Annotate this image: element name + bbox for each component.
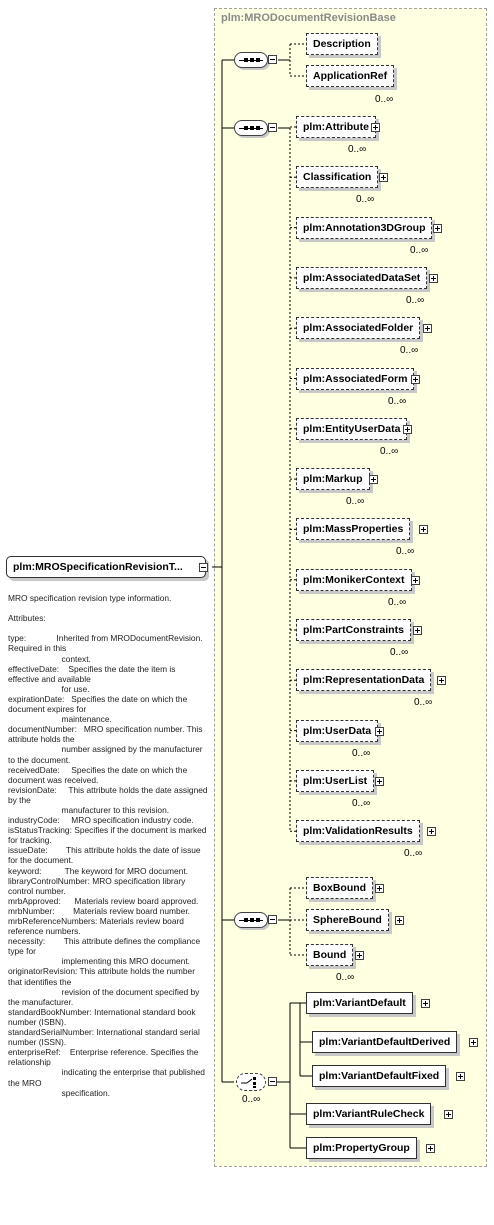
occurrence-label: 0..∞ (352, 747, 371, 759)
element-group2-9[interactable] (296, 569, 412, 591)
element-label: BoxBound (313, 882, 367, 894)
element-group2-0[interactable] (296, 116, 376, 138)
expand-icon[interactable] (427, 827, 436, 836)
occurrence-label: 0..∞ (352, 797, 371, 809)
element-label: plm:UserList (303, 774, 368, 787)
choice-icon (237, 1074, 265, 1090)
element-description[interactable] (306, 33, 378, 55)
element-label: plm:MassProperties (303, 523, 404, 536)
root-element-label: plm:MROSpecificationRevisionT... (13, 561, 183, 573)
occurrence-label: 0..∞ (356, 194, 375, 206)
sequence-compositor[interactable] (234, 120, 268, 136)
element-label: plm:AssociatedDataSet (303, 271, 421, 284)
element-applicationref[interactable] (306, 65, 394, 87)
expand-icon[interactable] (433, 224, 442, 233)
collapse-icon[interactable] (268, 123, 277, 132)
expand-icon[interactable] (456, 1072, 465, 1081)
expand-icon[interactable] (469, 1038, 478, 1047)
element-propertygroup[interactable] (306, 1137, 417, 1159)
collapse-icon[interactable] (268, 915, 277, 924)
element-variantdefault[interactable] (306, 992, 413, 1014)
root-documentation: MRO specification revision type information. Attributes: type: Inherited from MRODocumentRevision. Required in this context. effectiveDate: Specifies the date the item is effective and available for use. expirationDate: Specifies the date on which the document expires for maintenance. documentNumber: MRO specification number. This attribute holds the number assigned by the manufacturer to the document. receivedDate: Specifies the date on which the document was received. revisionDate: This attribute holds the date assigned by the manufacturer to this revision. industryCode: MRO specification industry code. isStatusTracking: Specifies if the document is marked for tracking. issueDate: This attribute holds the date of issue for the document. keyword: The keyword for MRO document. libraryControlNumber: MRO specification library control number. mrbApproved: Materials review board approved. mrbNumber: Materials review board number. mrbReferenceNumbers: Materials review board reference numbers. necessity: This attribute defines the compliance type for implementing this MRO document. originatorRevision: This attribute holds the number that identifies the revision of the document specified by the manufacturer. standardBookNumber: International standard book number (ISBN). standardSerialNumber: International standard serial number (ISSN). enterpriseRef: Enterprise reference. Specifies the relationship indicating the enterprise that published the MRO specification. (8, 593, 208, 1098)
choice-compositor[interactable] (236, 1073, 266, 1091)
element-label: plm:VariantRuleCheck (313, 1108, 425, 1120)
expand-icon[interactable] (411, 576, 420, 585)
occurrence-label: 0..∞ (414, 697, 433, 709)
element-label: plm:RepresentationData (303, 674, 425, 687)
element-label: plm:AssociatedFolder (303, 322, 414, 335)
element-spherebound[interactable] (306, 909, 389, 931)
occurrence-label: 0..∞ (410, 244, 429, 256)
occurrence-label: 0..∞ (336, 972, 355, 983)
element-group2-13[interactable] (296, 770, 374, 792)
element-group2-11[interactable] (296, 669, 431, 691)
element-label: plm:PropertyGroup (313, 1142, 410, 1154)
expand-icon[interactable] (421, 999, 430, 1008)
choice-occurrence: 0..∞ (242, 1094, 261, 1105)
expand-icon[interactable] (426, 1144, 435, 1153)
occurrence-label: 0..∞ (388, 395, 407, 407)
element-label: plm:UserData (303, 724, 372, 737)
expand-icon[interactable] (355, 951, 364, 960)
element-label: plm:AssociatedForm (303, 372, 408, 385)
occurrence-label: 0..∞ (390, 647, 409, 658)
element-group2-8[interactable] (296, 518, 410, 540)
element-label: plm:VariantDefaultDerived (319, 1036, 451, 1048)
expand-icon[interactable] (423, 324, 432, 333)
expand-icon[interactable] (403, 425, 412, 434)
collapse-icon[interactable] (268, 1077, 277, 1086)
element-label: plm:MonikerContext (303, 573, 405, 586)
expand-icon[interactable] (419, 525, 428, 534)
expand-icon[interactable] (371, 123, 380, 132)
element-label: plm:VariantDefaultFixed (319, 1070, 440, 1082)
expand-icon[interactable] (444, 1110, 453, 1119)
element-label: plm:Annotation3DGroup (303, 221, 426, 234)
expand-icon[interactable] (369, 475, 378, 484)
expand-icon[interactable] (413, 626, 422, 635)
element-label: Description (313, 38, 371, 50)
element-label: SphereBound (313, 914, 382, 926)
element-group2-3[interactable] (296, 267, 427, 289)
expand-icon[interactable] (429, 274, 438, 283)
element-group2-2[interactable] (296, 217, 432, 239)
expand-icon[interactable] (379, 173, 388, 182)
base-type-title: plm:MRODocumentRevisionBase (221, 12, 396, 24)
element-variantrulecheck[interactable] (306, 1103, 431, 1125)
occurrence-label: 0..∞ (400, 345, 419, 357)
expand-icon[interactable] (375, 777, 384, 786)
occurrence-label: 0..∞ (388, 596, 407, 608)
element-label: plm:VariantDefault (313, 997, 406, 1009)
element-label: ApplicationRef (313, 70, 388, 82)
element-group2-7[interactable] (296, 468, 370, 490)
element-label: plm:PartConstraints (303, 624, 404, 636)
element-label: Bound (313, 949, 347, 961)
element-label: plm:Markup (303, 473, 363, 486)
element-group2-14[interactable] (296, 820, 420, 842)
occurrence-label: 0..∞ (375, 94, 394, 105)
expand-icon[interactable] (375, 884, 384, 893)
element-group2-6[interactable] (296, 418, 407, 440)
element-boxbound[interactable] (306, 877, 373, 899)
element-label: plm:Attribute (303, 121, 369, 133)
occurrence-label: 0..∞ (396, 546, 415, 558)
element-group2-1[interactable] (296, 166, 378, 188)
collapse-icon[interactable] (268, 55, 277, 64)
element-variantdefaultfixed[interactable] (312, 1065, 446, 1087)
element-group2-5[interactable] (296, 368, 414, 390)
occurrence-label: 0..∞ (348, 144, 367, 155)
occurrence-label: 0..∞ (380, 445, 399, 457)
occurrence-label: 0..∞ (406, 294, 425, 306)
element-label: plm:EntityUserData (303, 422, 401, 435)
element-variantdefaultderived[interactable] (312, 1031, 457, 1053)
sequence-compositor[interactable] (234, 52, 268, 68)
element-label: plm:ValidationResults (303, 825, 413, 838)
expand-icon[interactable] (411, 375, 420, 384)
element-bound[interactable] (306, 944, 353, 966)
element-label: Classification (303, 171, 372, 184)
expand-icon[interactable] (437, 676, 446, 685)
element-group2-12[interactable] (296, 720, 378, 742)
expand-icon[interactable] (395, 916, 404, 925)
occurrence-label: 0..∞ (404, 848, 423, 860)
sequence-compositor[interactable] (234, 912, 268, 928)
root-element[interactable] (6, 556, 206, 578)
occurrence-label: 0..∞ (346, 496, 365, 508)
element-group2-4[interactable] (296, 317, 420, 339)
collapse-icon[interactable] (199, 563, 208, 572)
expand-icon[interactable] (375, 727, 384, 736)
element-group2-10[interactable] (296, 619, 411, 641)
